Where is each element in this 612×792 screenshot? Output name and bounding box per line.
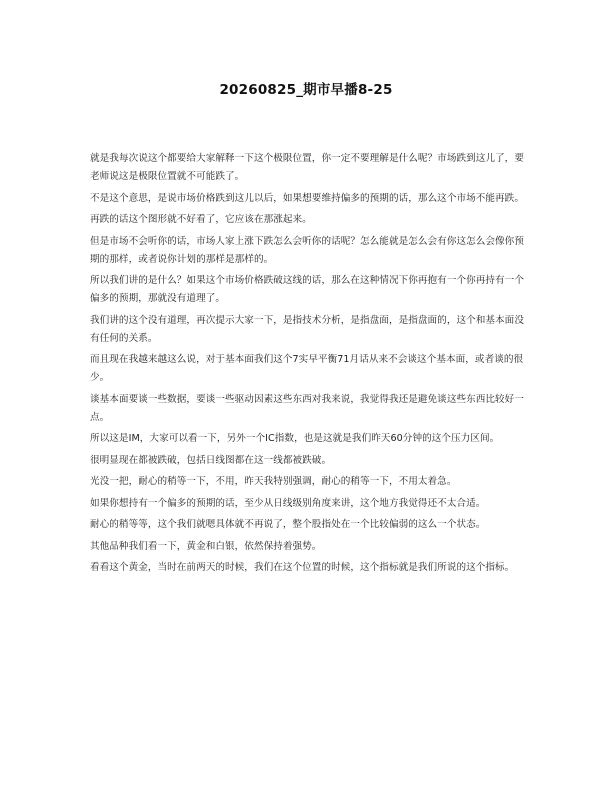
- paragraph: 其他品种我们看一下，黄金和白银，依然保持着强势。: [90, 540, 322, 552]
- paragraph: 所以这是IM，大家可以看一下，另外一个IC指数，也是这就是我们昨天60分钟的这个压力区间。: [90, 433, 500, 444]
- paragraph: 就是我每次说这个都要给大家解释一下这个极限位置，你一定不要理解是什么呢？市场跌到这儿了，要老师说这是极限位置就不可能跌了。: [90, 153, 524, 182]
- paragraph: 谈基本面要谈一些数据，要谈一些驱动因素这些东西对我来说，我觉得我还是避免谈这些东西比较好一点。: [90, 393, 524, 423]
- paragraph: 再跌的话这个图形就不好看了，它应该在那涨起来。: [90, 214, 312, 225]
- paragraph: 光没一把，耐心的稍等一下，不用，昨天我特别强调，耐心的稍等一下，不用太着急。: [90, 476, 457, 487]
- paragraph: 而且现在我越来越这么说，对于基本面我们这个7实早平衡71月话从来不会谈这个基本面，或者谈的很少。: [90, 354, 524, 383]
- document-title: 20260825_期市早播8-25: [219, 82, 393, 98]
- paragraph: 看看这个黄金，当时在前两天的时候，我们在这个位置的时候，这个指标就是我们所说的这个指标。: [90, 562, 515, 573]
- paragraph: 但是市场不会听你的话，市场人家上涨下跌怎么会听你的话呢？怎么能就是怎么会有你这怎么会像你预期的那样，或者说你计划的那样是那样的。: [90, 235, 524, 265]
- paragraph: 所以我们讲的是什么？如果这个市场价格跌破这线的话，那么在这种情况下你再抱有一个你再持有一个偏多的预期，那就没有道理了。: [90, 275, 524, 304]
- document-body: [90, 150, 524, 581]
- paragraph: 很明显现在都被跌破，包括日线图都在这一线都被跌破。: [90, 454, 332, 466]
- paragraph: 耐心的稍等等，这个我们就嗯具体就不再说了，整个股指处在一个比较偏弱的这么一个状态。: [90, 519, 486, 530]
- paragraph: 如果你想持有一个偏多的预期的话，至少从日线级别角度来讲，这个地方我觉得还不太合适。: [90, 497, 486, 509]
- paragraph: 不是这个意思，是说市场价格跌到这儿以后，如果想要维持偏多的预期的话，那么这个市场不能再跌。: [90, 192, 524, 204]
- paragraph: 我们讲的这个没有道理，再次提示大家一下，是指技术分析，是指盘面，是指盘面的，这个和基本面没有任何的关系。: [90, 314, 524, 344]
